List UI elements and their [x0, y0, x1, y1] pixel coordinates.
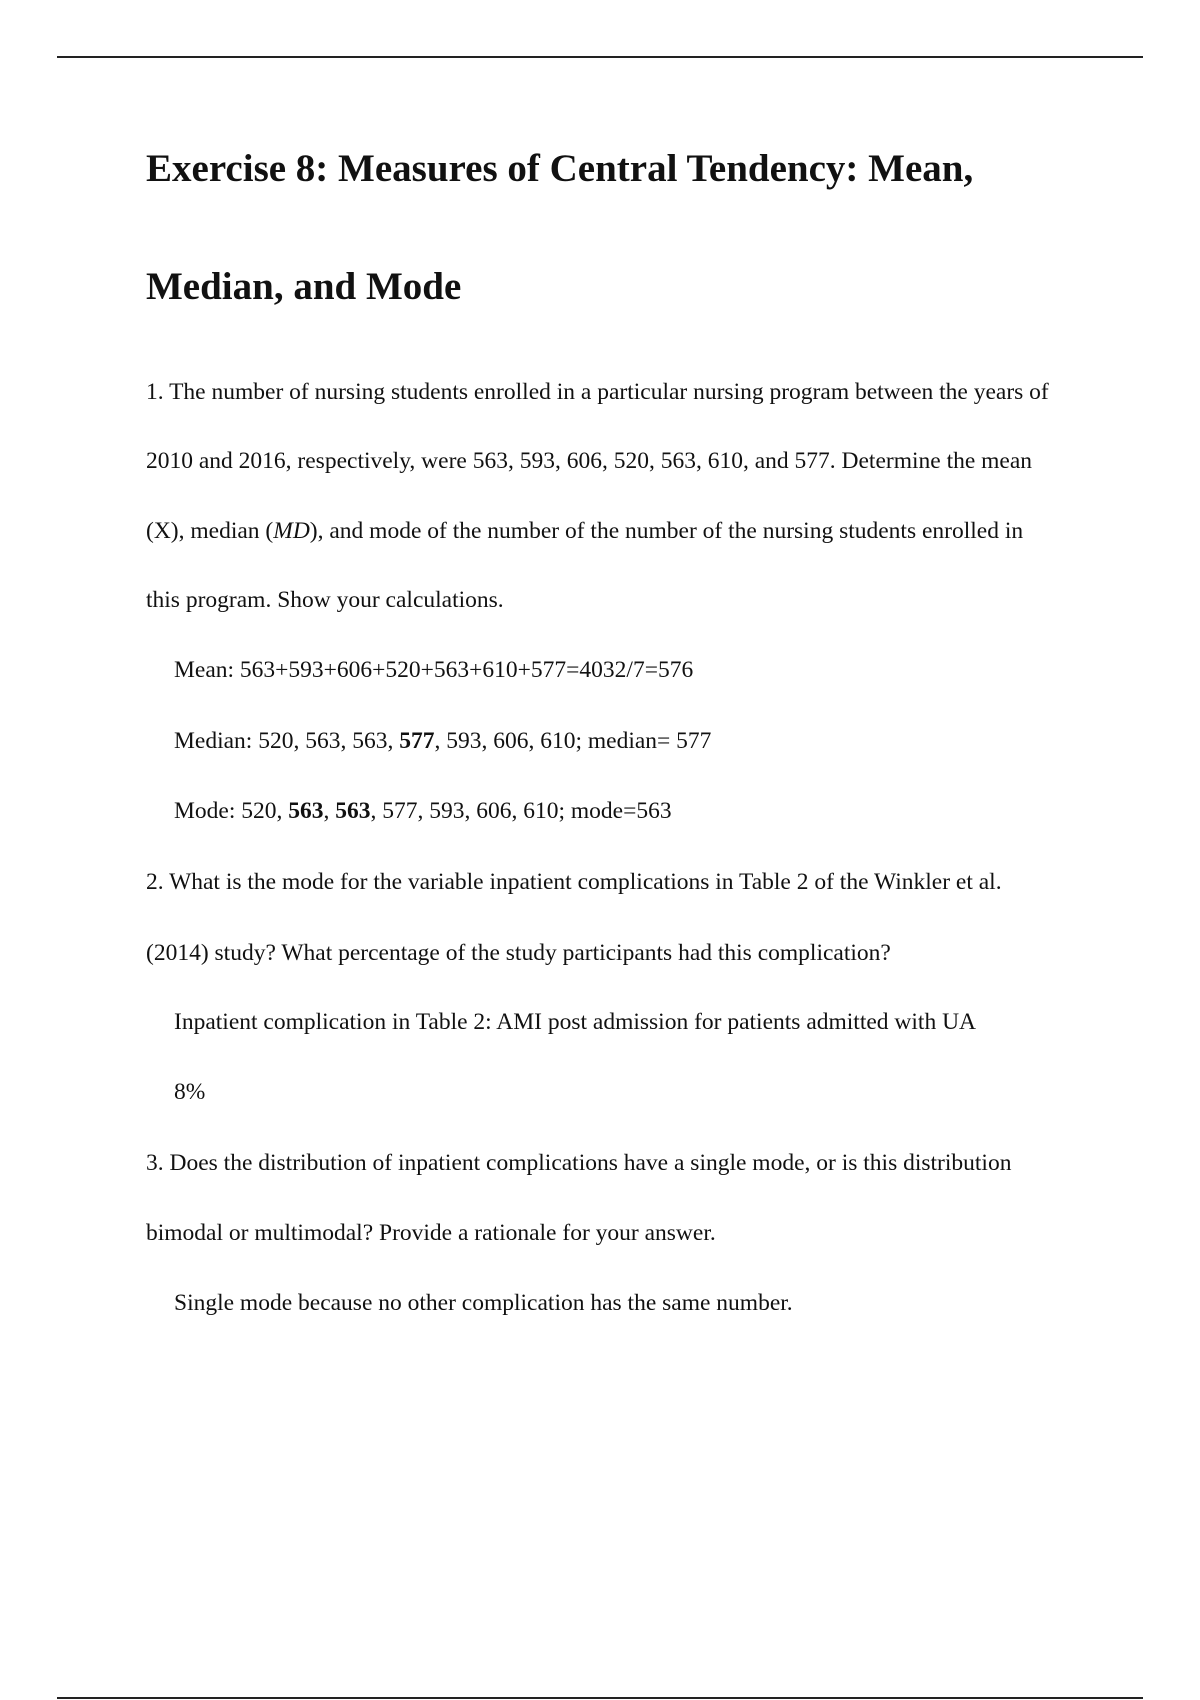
question-1-line-3: [146, 520, 1023, 544]
page-title-line-2: Median, and Mode: [146, 265, 462, 308]
mode-value-bold-2: 563: [335, 798, 371, 824]
answer-2-line-1: Inpatient complication in Table 2: AMI post admission for patients admitted with UA: [174, 1009, 977, 1035]
median-symbol: MD: [273, 518, 310, 544]
answer-2-line-2: 8%: [174, 1079, 206, 1105]
question-3-line-2: bimodal or multimodal? Provide a rationale for your answer.: [146, 1220, 716, 1246]
mode-value-bold-1: 563: [288, 798, 324, 824]
answer-mode: [174, 800, 672, 824]
answer-mode-separator: ,: [323, 798, 336, 824]
answer-median-part-b: , 593, 606, 610; median= 577: [434, 728, 712, 754]
answer-3: Single mode because no other complication has the same number.: [174, 1290, 793, 1316]
answer-mode-part-b: , 577, 593, 606, 610; mode=563: [370, 798, 672, 824]
question-1-line-4: this program. Show your calculations.: [146, 587, 504, 613]
question-1-line-1: 1. The number of nursing students enrolled in a particular nursing program between the years of: [146, 379, 1049, 405]
median-value-bold: 577: [399, 728, 435, 754]
question-3-line-1: 3. Does the distribution of inpatient complications have a single mode, or is this distribution: [146, 1150, 1012, 1176]
top-rule: [57, 56, 1143, 58]
page-title-line-1: Exercise 8: Measures of Central Tendency: Mean,: [146, 147, 974, 190]
question-2-line-2: (2014) study? What percentage of the study participants had this complication?: [146, 940, 891, 966]
bottom-rule: [57, 1697, 1143, 1699]
answer-median: [174, 730, 711, 754]
answer-mode-part-a: Mode: 520,: [174, 798, 289, 824]
answer-mean: Mean: 563+593+606+520+563+610+577=4032/7=576: [174, 657, 694, 683]
answer-median-part-a: Median: 520, 563, 563,: [174, 728, 400, 754]
question-1-line-2: 2010 and 2016, respectively, were 563, 593, 606, 520, 563, 610, and 577. Determine the mean: [146, 448, 1033, 474]
question-1-line-3-part-b: ), and mode of the number of the number of the nursing students enrolled in: [309, 518, 1024, 544]
question-2-line-1: 2. What is the mode for the variable inpatient complications in Table 2 of the Winkler et al.: [146, 869, 1002, 895]
question-1-line-3-part-a: (X), median (: [146, 518, 274, 544]
